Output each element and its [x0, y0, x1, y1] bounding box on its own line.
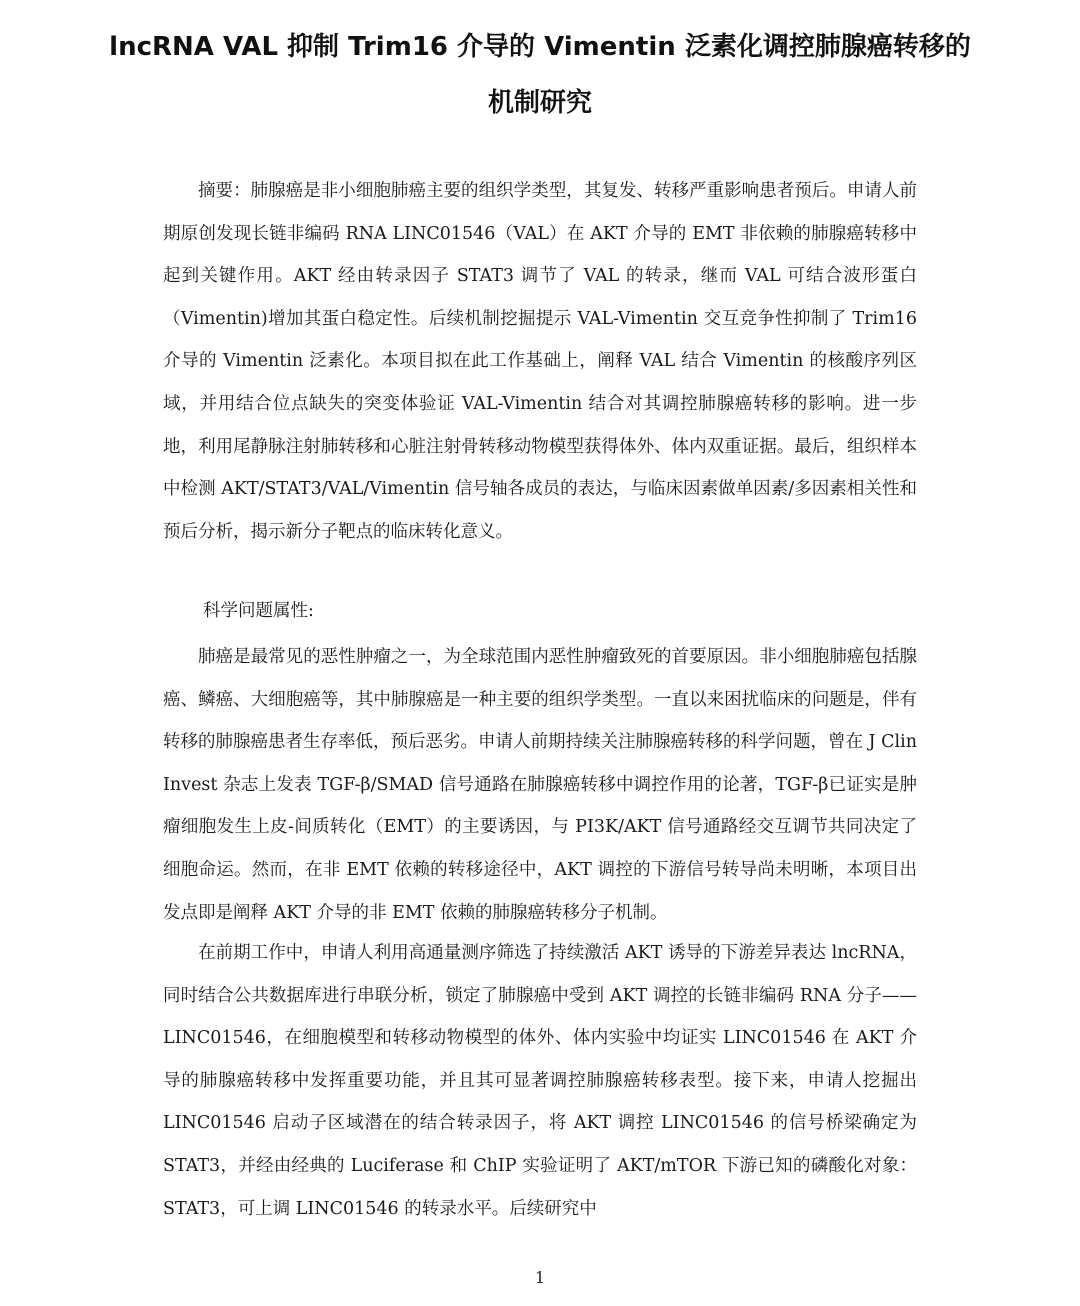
body-paragraph-2: 在前期工作中，申请人利用高通量测序筛选了持续激活 AKT 诱导的下游差异表达 lncRNA，同时结合公共数据库进行串联分析，锁定了肺腺癌中受到 AKT 调控的长链非编码 RNA 分子——LINC01546，在细胞模型和转移动物模型的体外、体内实验中均证实 LINC01546 在 AKT 介导的肺腺癌转移中发挥重要功能，并且其可显著调控肺腺癌转移表型。接下来，申请人挖掘出 LINC01546 启动子区域潜在的结合转录因子，将 AKT 调控 LINC01546 的信号桥梁确定为 STAT3，并经由经典的 Luciferase 和 ChIP 实验证明了 AKT/mTOR 下游已知的磷酸化对象：STAT3，可上调 LINC01546 的转录水平。后续研究中	[163, 943, 917, 1219]
abstract-paragraph: 摘要：肺腺癌是非小细胞肺癌主要的组织学类型，其复发、转移严重影响患者预后。申请人前期原创发现长链非编码 RNA LINC01546（VAL）在 AKT 介导的 EMT 非依赖的肺腺癌转移中起到关键作用。AKT 经由转录因子 STAT3 调节了 VAL 的转录，继而 VAL 可结合波形蛋白（Vimentin)增加其蛋白稳定性。后续机制挖掘提示 VAL-Vimentin 交互竞争性抑制了 Trim16 介导的 Vimentin 泛素化。本项目拟在此工作基础上，阐释 VAL 结合 Vimentin 的核酸序列区域，并用结合位点缺失的突变体验证 VAL-Vimentin 结合对其调控肺腺癌转移的影响。进一步地，利用尾静脉注射肺转移和心脏注射骨转移动物模型获得体外、体内双重证据。最后，组织样本中检测 AKT/STAT3/VAL/Vimentin 信号轴各成员的表达，与临床因素做单因素/多因素相关性和预后分析，揭示新分子靶点的临床转化意义。	[163, 181, 917, 542]
body-paragraph-1: 肺癌是最常见的恶性肿瘤之一，为全球范围内恶性肿瘤致死的首要原因。非小细胞肺癌包括腺癌、鳞癌、大细胞癌等，其中肺腺癌是一种主要的组织学类型。一直以来困扰临床的问题是，伴有转移的肺腺癌患者生存率低，预后恶劣。申请人前期持续关注肺腺癌转移的科学问题，曾在 J Clin Invest 杂志上发表 TGF-β/SMAD 信号通路在肺腺癌转移中调控作用的论著，TGF-β已证实是肿瘤细胞发生上皮-间质转化（EMT）的主要诱因，与 PI3K/AKT 信号通路经交互调节共同决定了细胞命运。然而，在非 EMT 依赖的转移途径中，AKT 调控的下游信号转导尚未明晰，本项目出发点即是阐释 AKT 介导的非 EMT 依赖的肺腺癌转移分子机制。	[163, 647, 917, 923]
section-heading: 科学问题属性:	[203, 601, 314, 621]
document-title-line1: lncRNA VAL 抑制 Trim16 介导的 Vimentin 泛素化调控肺腺癌转移的	[109, 32, 971, 62]
document-title-line2: 机制研究	[487, 88, 592, 118]
page-number: 1	[534, 1268, 546, 1287]
